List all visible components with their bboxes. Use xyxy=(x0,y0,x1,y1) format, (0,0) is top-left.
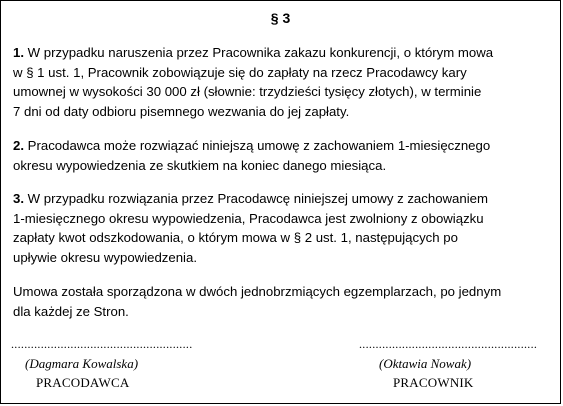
paragraph-3-line-4: upływie okresu wypowiedzenia. xyxy=(13,249,197,265)
employer-role: PRACODAWCA xyxy=(36,375,130,390)
paragraph-1-line-2: w § 1 ust. 1, Pracownik zobowiązuje się do zapłaty na rzecz Pracodawcy kary xyxy=(13,64,467,80)
paragraph-2 xyxy=(13,136,561,175)
paragraph-1-line-4: 7 dni od daty odbioru pisemnego wezwania do jej zapłaty. xyxy=(13,103,350,119)
paragraph-2-text-1: Pracodawca może rozwiązać niniejszą umowę z zachowaniem 1-miesięcznego xyxy=(27,138,491,153)
closing-line-2: dla każdej ze Stron. xyxy=(13,303,129,319)
paragraph-1-text-1: W przypadku naruszenia przez Pracownika zakazu konkurencji, o którym mowa xyxy=(27,45,494,60)
paragraph-3-number: 3. xyxy=(13,191,24,206)
paragraph-1 xyxy=(13,43,561,121)
employer-name: (Dagmara Kowalska) xyxy=(25,356,139,371)
paragraph-1-line-1 xyxy=(13,43,561,63)
employee-name: (Oktawia Nowak) xyxy=(379,356,472,371)
employer-signature-line: ....................................................... xyxy=(11,337,193,351)
closing-paragraph xyxy=(13,282,561,321)
paragraph-3-line-1 xyxy=(13,189,561,209)
employee-role: PRACOWNIK xyxy=(393,375,474,390)
employee-signature-line: ...................................................... xyxy=(359,337,538,351)
paragraph-3-line-3: zapłaty kwot odszkodowania, o którym mowa w § 2 ust. 1, następujących po xyxy=(13,230,458,245)
paragraph-3-line-2: 1-miesięcznego okresu wypowiedzenia, Pracodawca jest zwolniony z obowiązku xyxy=(13,210,484,226)
paragraph-2-line-2: okresu wypowiedzenia ze skutkiem na koniec danego miesiąca. xyxy=(13,157,387,173)
paragraph-1-number: 1. xyxy=(13,45,24,60)
paragraph-3 xyxy=(13,189,561,267)
paragraph-2-line-1 xyxy=(13,136,561,156)
paragraph-1-line-3: umownej w wysokości 30 000 zł (słownie: trzydzieści tysięcy złotych), w terminie xyxy=(13,84,482,99)
paragraph-2-number: 2. xyxy=(13,138,24,153)
paragraph-3-text-1: W przypadku rozwiązania przez Pracodawcę niniejszej umowy z zachowaniem xyxy=(27,191,488,206)
section-heading: § 3 xyxy=(270,10,291,26)
closing-line-1: Umowa została sporządzona w dwóch jednobrzmiących egzemplarzach, po jednym xyxy=(13,284,502,299)
